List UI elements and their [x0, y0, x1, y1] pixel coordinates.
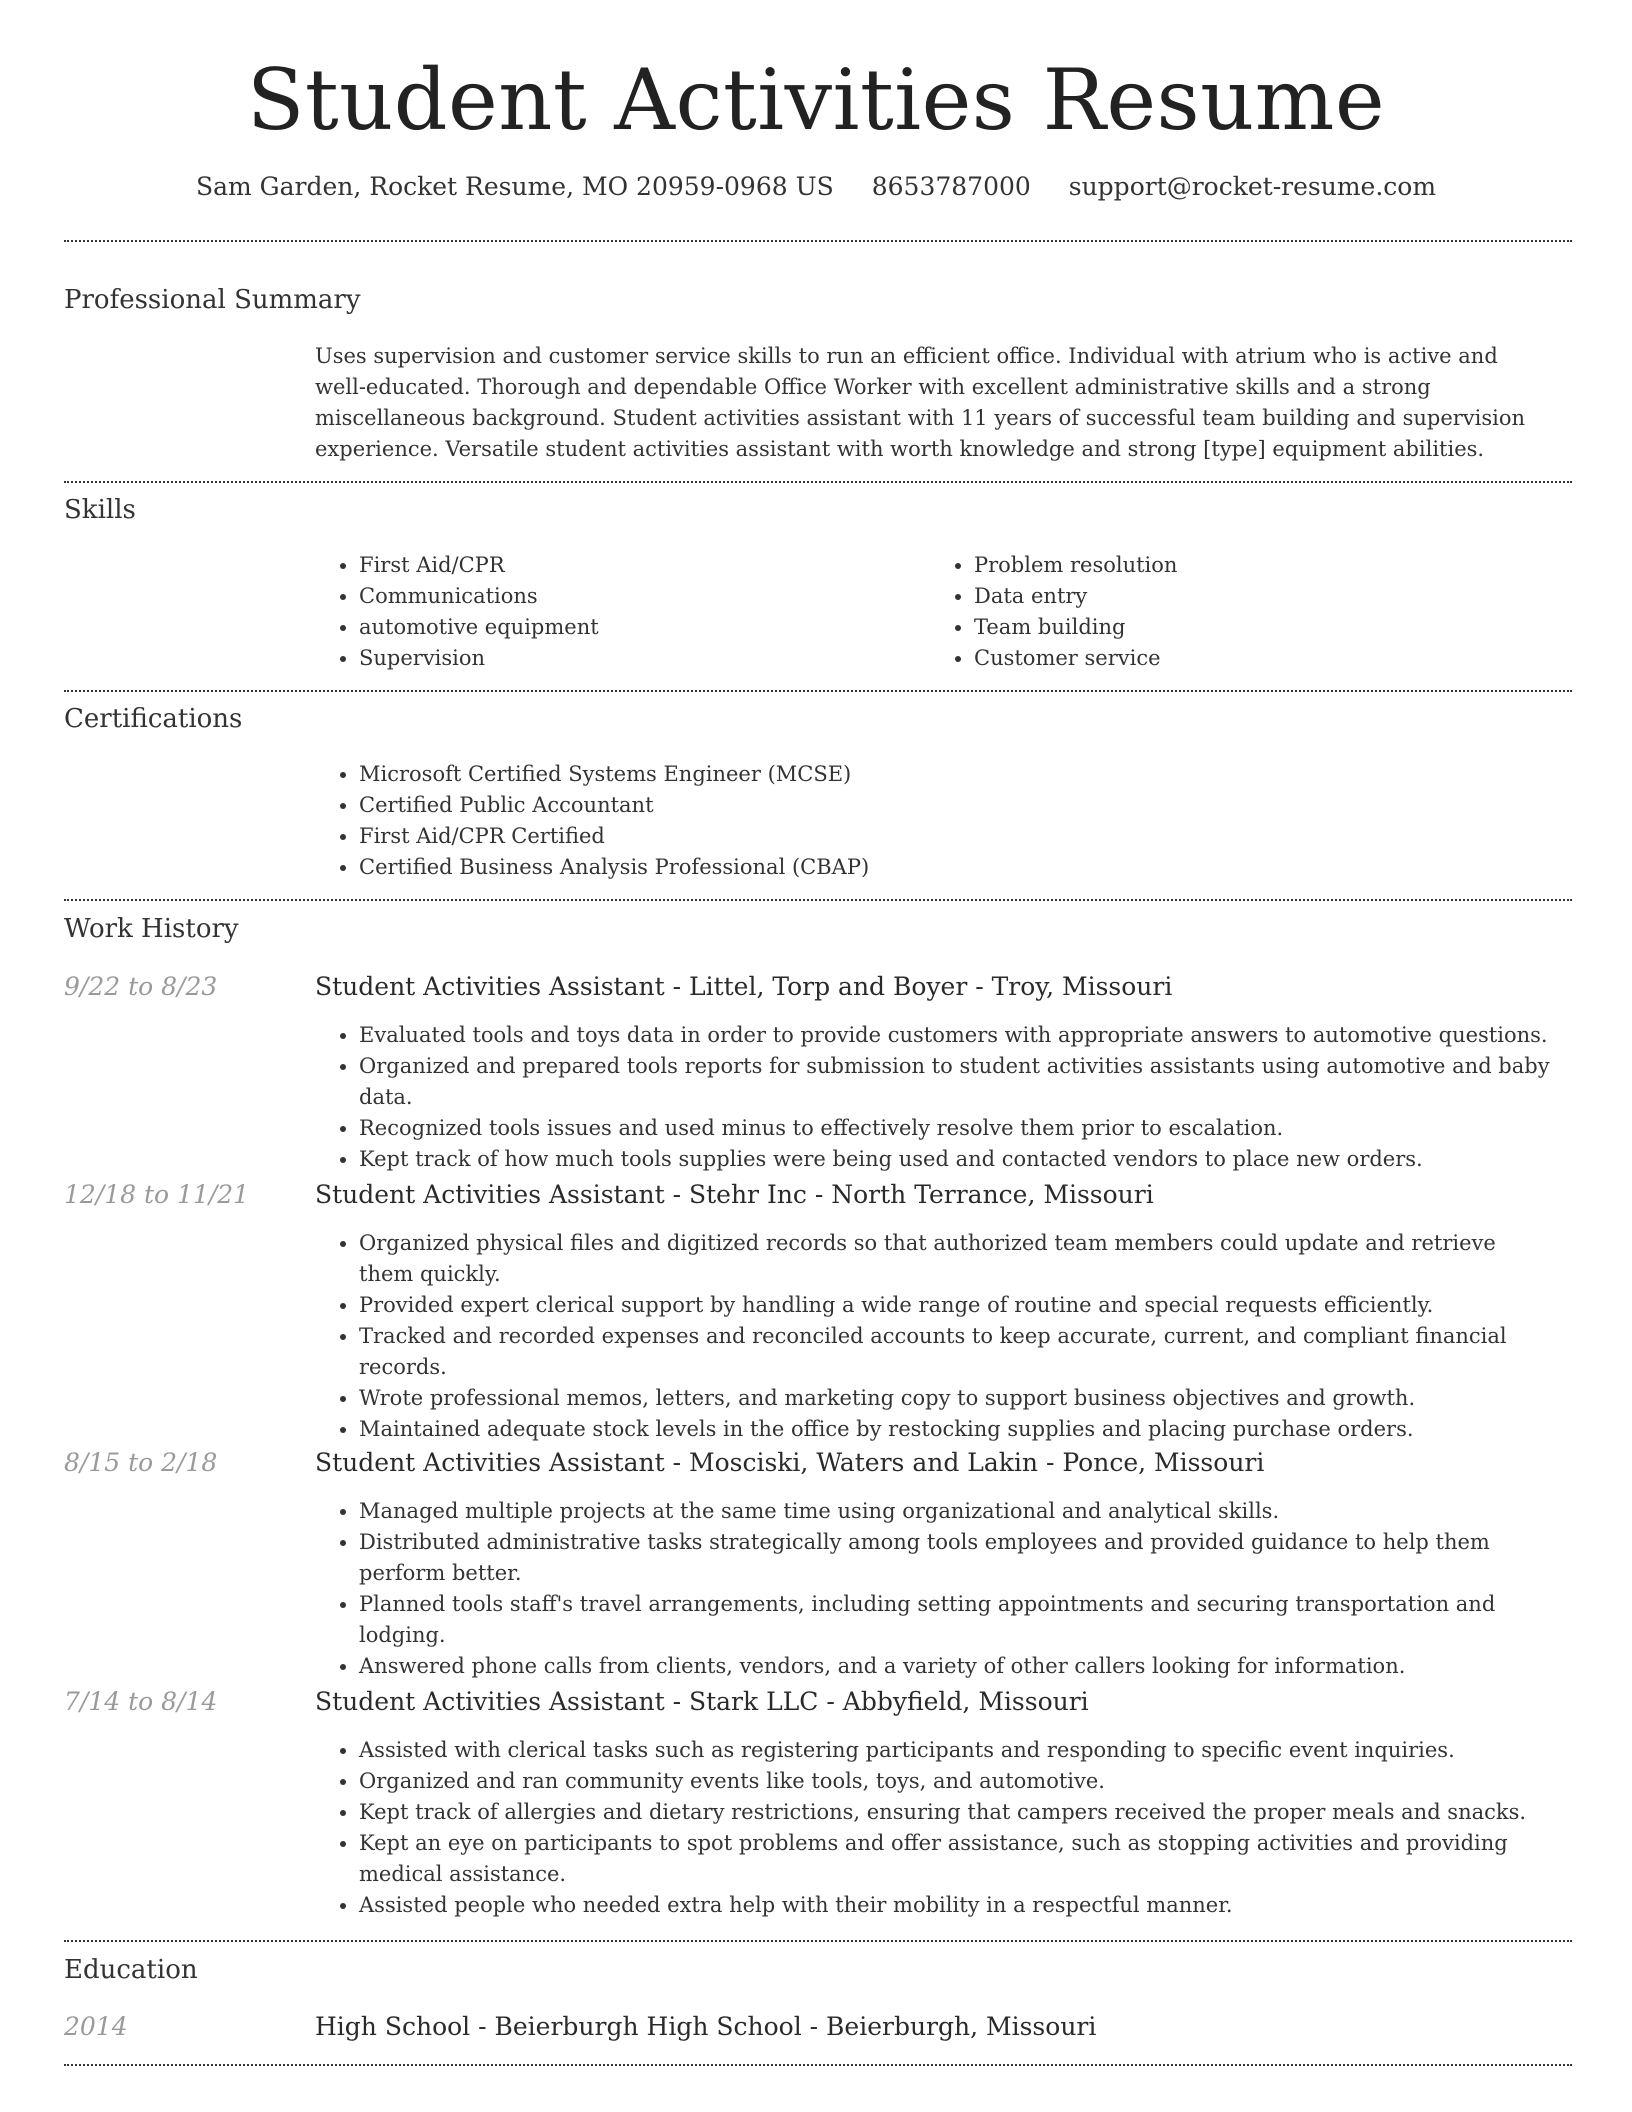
job-bullet: • Wrote professional memos, letters, and marketing copy to support business objectives and growth. — [359, 1383, 1555, 1414]
divider — [64, 690, 1572, 692]
certifications-heading: Certifications — [64, 704, 243, 734]
skill-item: • Data entry — [974, 581, 1530, 612]
work-history-heading: Work History — [64, 914, 239, 944]
contact-phone: 8653787000 — [871, 172, 1031, 201]
skill-item: • automotive equipment — [359, 612, 915, 643]
job-bullet: • Answered phone calls from clients, vendors, and a variety of other callers looking for information. — [359, 1651, 1555, 1682]
job-bullet: • Kept track of allergies and dietary restrictions, ensuring that campers received the proper meals and snacks. — [359, 1797, 1555, 1828]
job-bullet: • Recognized tools issues and used minus to effectively resolve them prior to escalation. — [359, 1113, 1555, 1144]
job-title: Student Activities Assistant - Littel, Torp and Boyer - Troy, Missouri — [315, 972, 1173, 1001]
contact-email: support@rocket-resume.com — [1068, 172, 1437, 201]
skill-item: • Supervision — [359, 643, 915, 674]
skills-heading: Skills — [64, 495, 136, 525]
job-bullet: • Organized and ran community events like tools, toys, and automotive. — [359, 1766, 1555, 1797]
job-bullets — [315, 1496, 1555, 1682]
job-bullet: • Provided expert clerical support by handling a wide range of routine and special requests efficiently. — [359, 1290, 1555, 1321]
job-bullet: • Assisted people who needed extra help with their mobility in a respectful manner. — [359, 1890, 1555, 1921]
job-bullet: • Planned tools staff's travel arrangements, including setting appointments and securing transportation and lodging. — [359, 1589, 1555, 1651]
education-heading: Education — [64, 1955, 198, 1985]
summary-heading: Professional Summary — [64, 285, 361, 315]
job-dates: 9/22 to 8/23 — [64, 972, 218, 1001]
job-bullet: • Tracked and recorded expenses and reconciled accounts to keep accurate, current, and compliant financial records. — [359, 1321, 1555, 1383]
divider — [64, 1940, 1572, 1942]
job-bullet: • Kept an eye on participants to spot problems and offer assistance, such as stopping activities and providing medical assistance. — [359, 1828, 1555, 1890]
skill-item: • First Aid/CPR — [359, 550, 915, 581]
contact-address: Sam Garden, Rocket Resume, MO 20959-0968 US — [195, 172, 834, 201]
job-bullet: • Distributed administrative tasks strategically among tools employees and provided guidance to help them perform better. — [359, 1527, 1555, 1589]
job-bullets — [315, 1735, 1555, 1921]
job-bullet: • Organized physical files and digitized records so that authorized team members could update and retrieve them quickly. — [359, 1228, 1555, 1290]
divider — [64, 2064, 1572, 2066]
job-bullets — [315, 1228, 1555, 1445]
job-bullets — [315, 1020, 1555, 1175]
job-bullet: • Kept track of how much tools supplies were being used and contacted vendors to place new orders. — [359, 1144, 1555, 1175]
certifications-list — [315, 759, 1555, 883]
job-dates: 8/15 to 2/18 — [64, 1448, 218, 1477]
job-title: Student Activities Assistant - Stehr Inc - North Terrance, Missouri — [315, 1180, 1154, 1209]
certification-item: • Microsoft Certified Systems Engineer (MCSE) — [359, 759, 1555, 790]
job-dates: 7/14 to 8/14 — [64, 1687, 218, 1716]
job-bullet: • Managed multiple projects at the same time using organizational and analytical skills. — [359, 1496, 1555, 1527]
contact-line — [0, 170, 1632, 204]
job-bullet: • Maintained adequate stock levels in the office by restocking supplies and placing purchase orders. — [359, 1414, 1555, 1445]
divider — [64, 899, 1572, 901]
job-dates: 12/18 to 11/21 — [64, 1180, 250, 1209]
skills-right-column — [930, 550, 1530, 674]
certification-item: • Certified Public Accountant — [359, 790, 1555, 821]
education-title: High School - Beierburgh High School - Beierburgh, Missouri — [315, 2012, 1097, 2041]
skill-item: • Team building — [974, 612, 1530, 643]
job-title: Student Activities Assistant - Stark LLC - Abbyfield, Missouri — [315, 1687, 1089, 1716]
job-bullet: • Assisted with clerical tasks such as registering participants and responding to specific event inquiries. — [359, 1735, 1555, 1766]
summary-text: Uses supervision and customer service skills to run an efficient office. Individual with atrium who is active and well-educated. Thorough and dependable Office Worker with excellent administrative skills and a strong miscellaneous background. Student activities assistant with 11 years of successful team building and supervision experience. Versatile student activities assistant with worth knowledge and strong [type] equipment abilities. — [315, 344, 1526, 461]
certification-item: • First Aid/CPR Certified — [359, 821, 1555, 852]
job-title: Student Activities Assistant - Mosciski, Waters and Lakin - Ponce, Missouri — [315, 1448, 1265, 1477]
education-year: 2014 — [64, 2012, 128, 2041]
skill-item: • Communications — [359, 581, 915, 612]
divider — [64, 240, 1572, 242]
resume-title: Student Activities Resume — [246, 51, 1386, 149]
certification-item: • Certified Business Analysis Professional (CBAP) — [359, 852, 1555, 883]
divider — [64, 481, 1572, 483]
skill-item: • Problem resolution — [974, 550, 1530, 581]
job-bullet: • Evaluated tools and toys data in order to provide customers with appropriate answers to automotive questions. — [359, 1020, 1555, 1051]
job-bullet: • Organized and prepared tools reports for submission to student activities assistants using automotive and baby data. — [359, 1051, 1555, 1113]
skill-item: • Customer service — [974, 643, 1530, 674]
skills-left-column — [315, 550, 915, 674]
